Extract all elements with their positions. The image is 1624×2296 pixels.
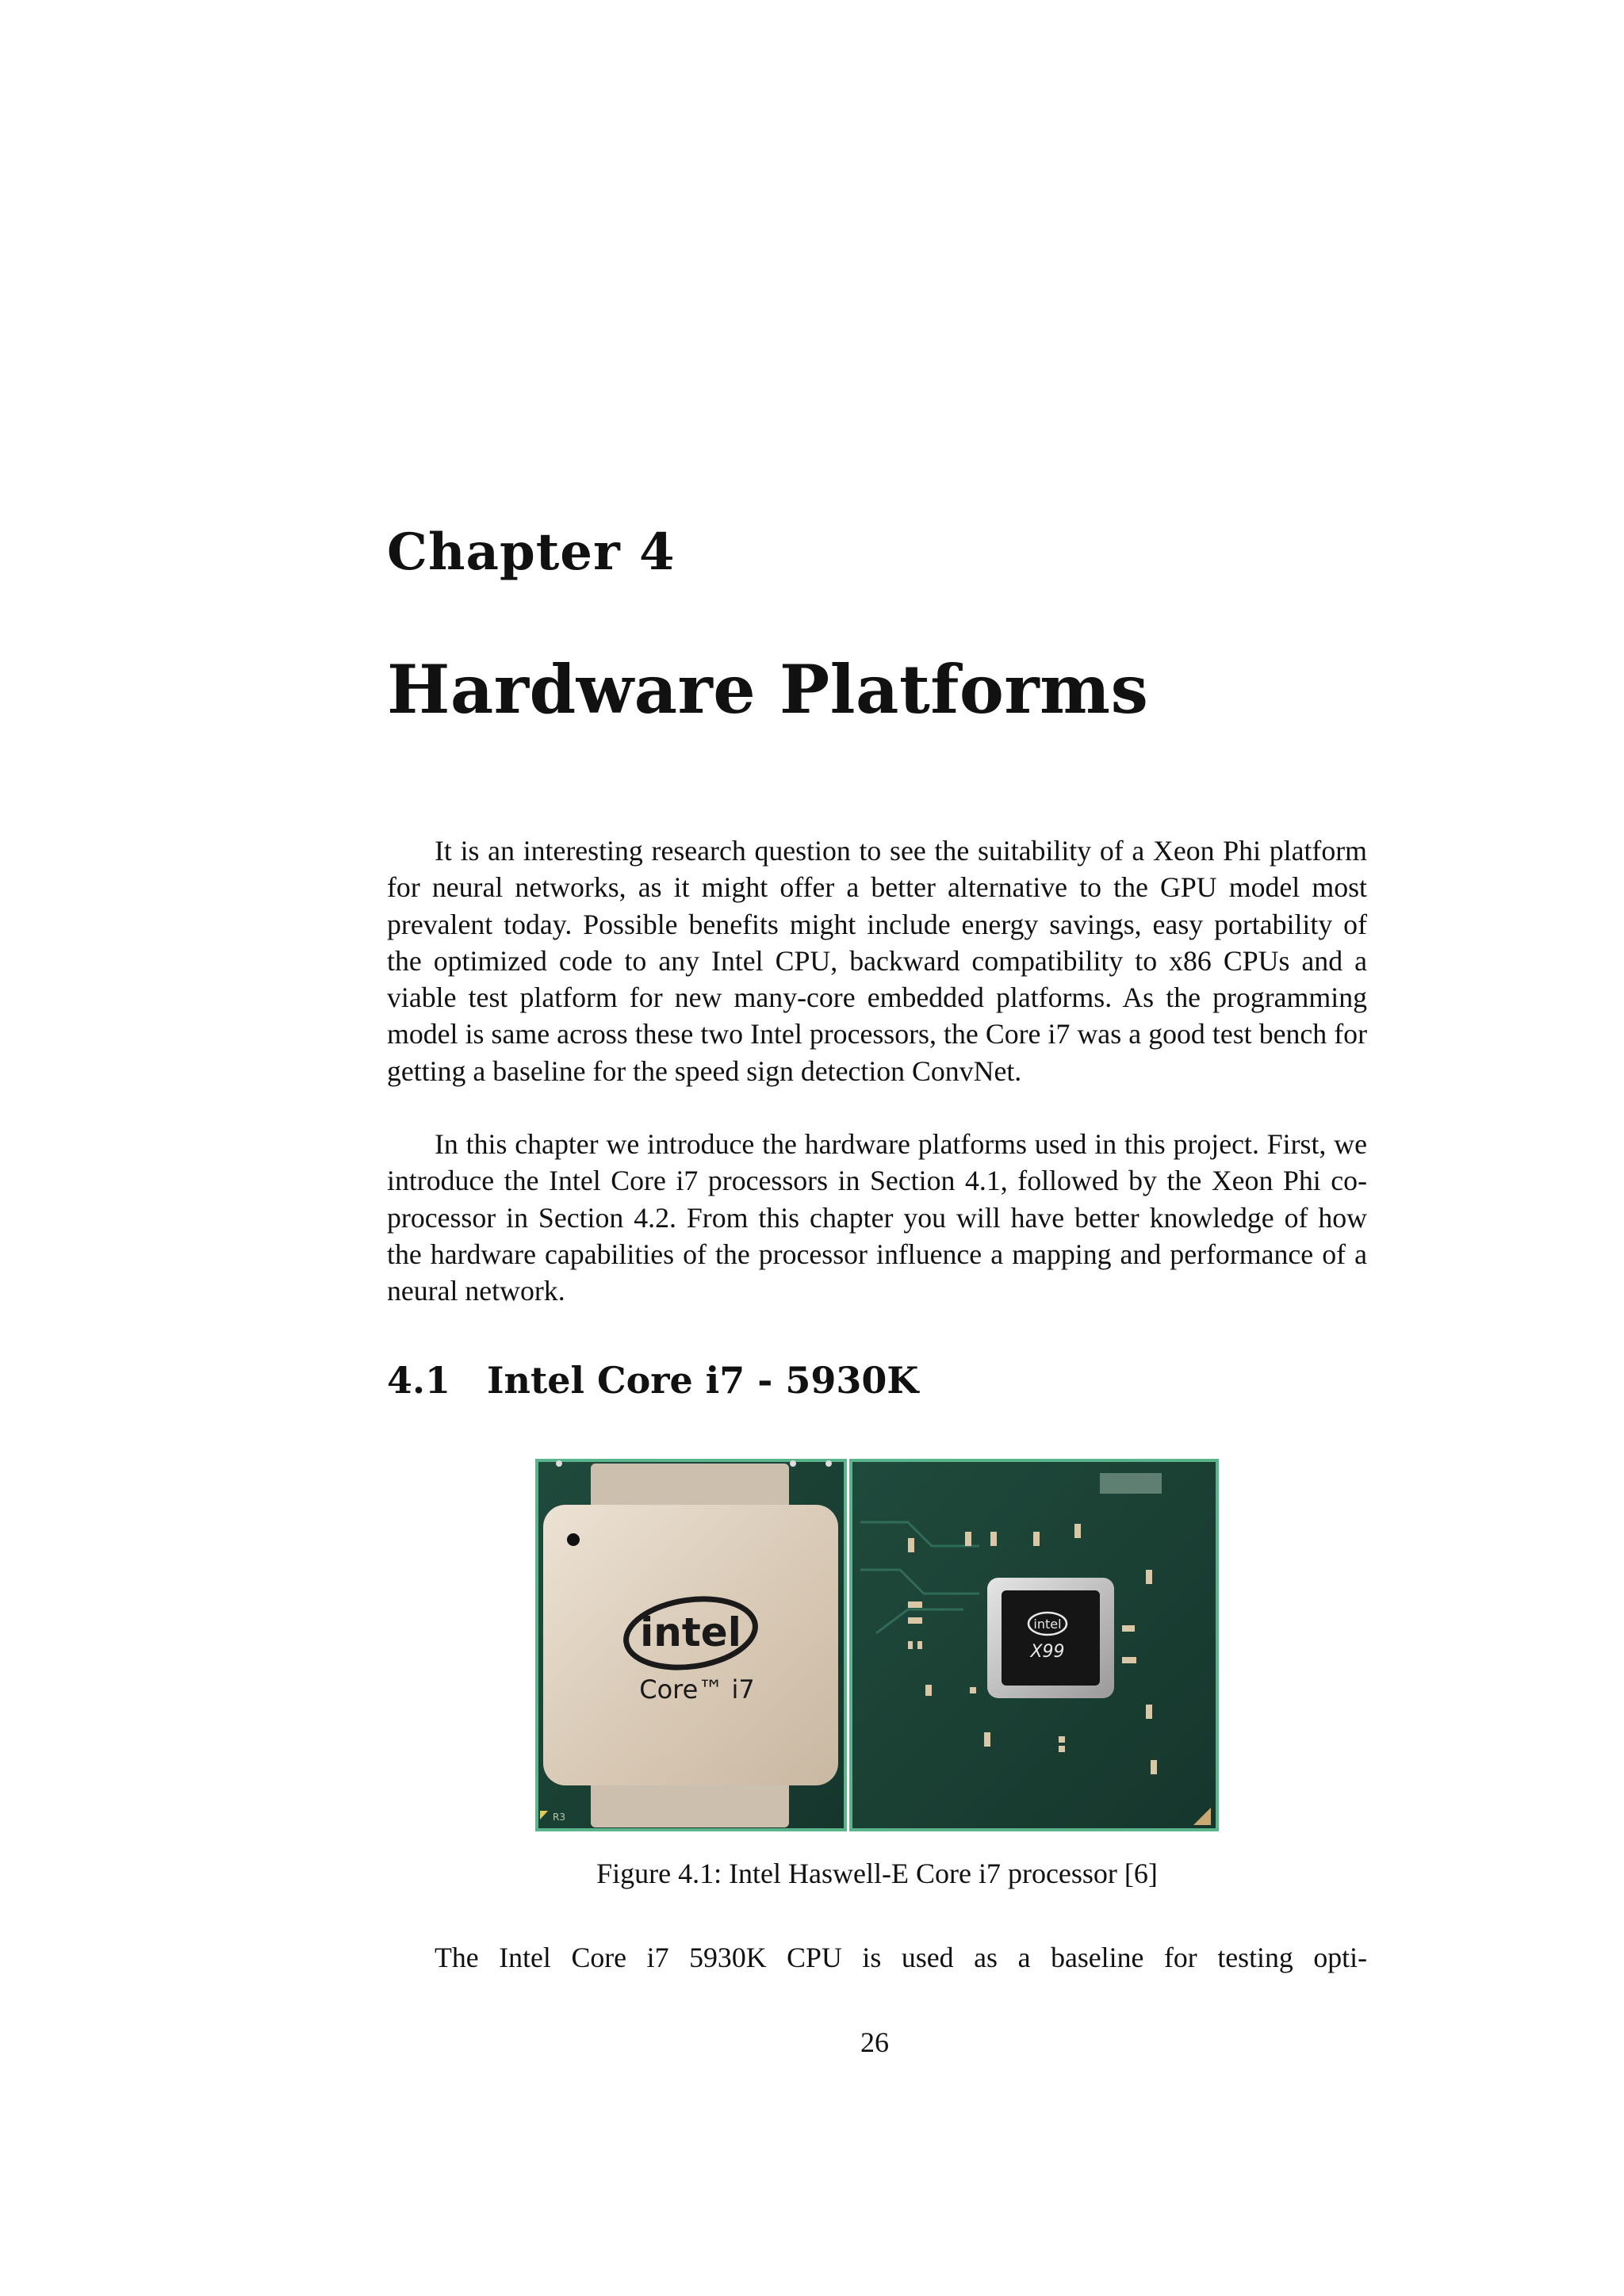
- chip-mark: R3: [553, 1812, 565, 1823]
- core-i7-chip: [535, 1459, 847, 1831]
- x99-chipset: [849, 1459, 1219, 1831]
- figure-processor-photo: [535, 1459, 1219, 1831]
- chapter-label: Chapter 4: [387, 522, 676, 582]
- section-number: 4.1: [387, 1359, 451, 1402]
- intro-paragraph-2: In this chapter we introduce the hardware platforms used in this project. First, we introduce the Intel Core i7 processors in Section 4.1, followed by the Xeon Phi co-processor in Section 4.2. From this chapter you will have better knowledge of how the hardware capabilities of the processor influence a mapping and performance of a neural network.: [387, 1128, 1367, 1307]
- chapter-title: Hardware Platforms: [387, 650, 1149, 729]
- figure-caption: Figure 4.1: Intel Haswell-E Core i7 processor [6]: [596, 1858, 1158, 1889]
- intro-paragraph-1: It is an interesting research question to see the suitability of a Xeon Phi platform for neural networks, as it might offer a better alternative to the GPU model most prevalent today. Possible benefits might include energy savings, easy portability of the optimized code to any Intel CPU, backward compatibility to x86 CPUs and a viable test platform for new many-core embedded platforms. As the programming model is same across these two Intel processors, the Core i7 was a good test bench for getting a baseline for the speed sign detection ConvNet.: [387, 835, 1367, 1087]
- section-title: Intel Core i7 - 5930K: [487, 1359, 919, 1402]
- x99-label: X99: [1030, 1642, 1065, 1662]
- page-number: 26: [860, 2026, 889, 2058]
- continuation-paragraph: The Intel Core i7 5930K CPU is used as a baseline for testing opti-: [435, 1942, 1367, 1973]
- intel-logo-left: intel: [640, 1609, 741, 1655]
- intel-logo-right: intel: [1033, 1617, 1062, 1632]
- section-heading: [387, 1359, 919, 1402]
- core-i7-label: Core™ i7: [639, 1674, 755, 1705]
